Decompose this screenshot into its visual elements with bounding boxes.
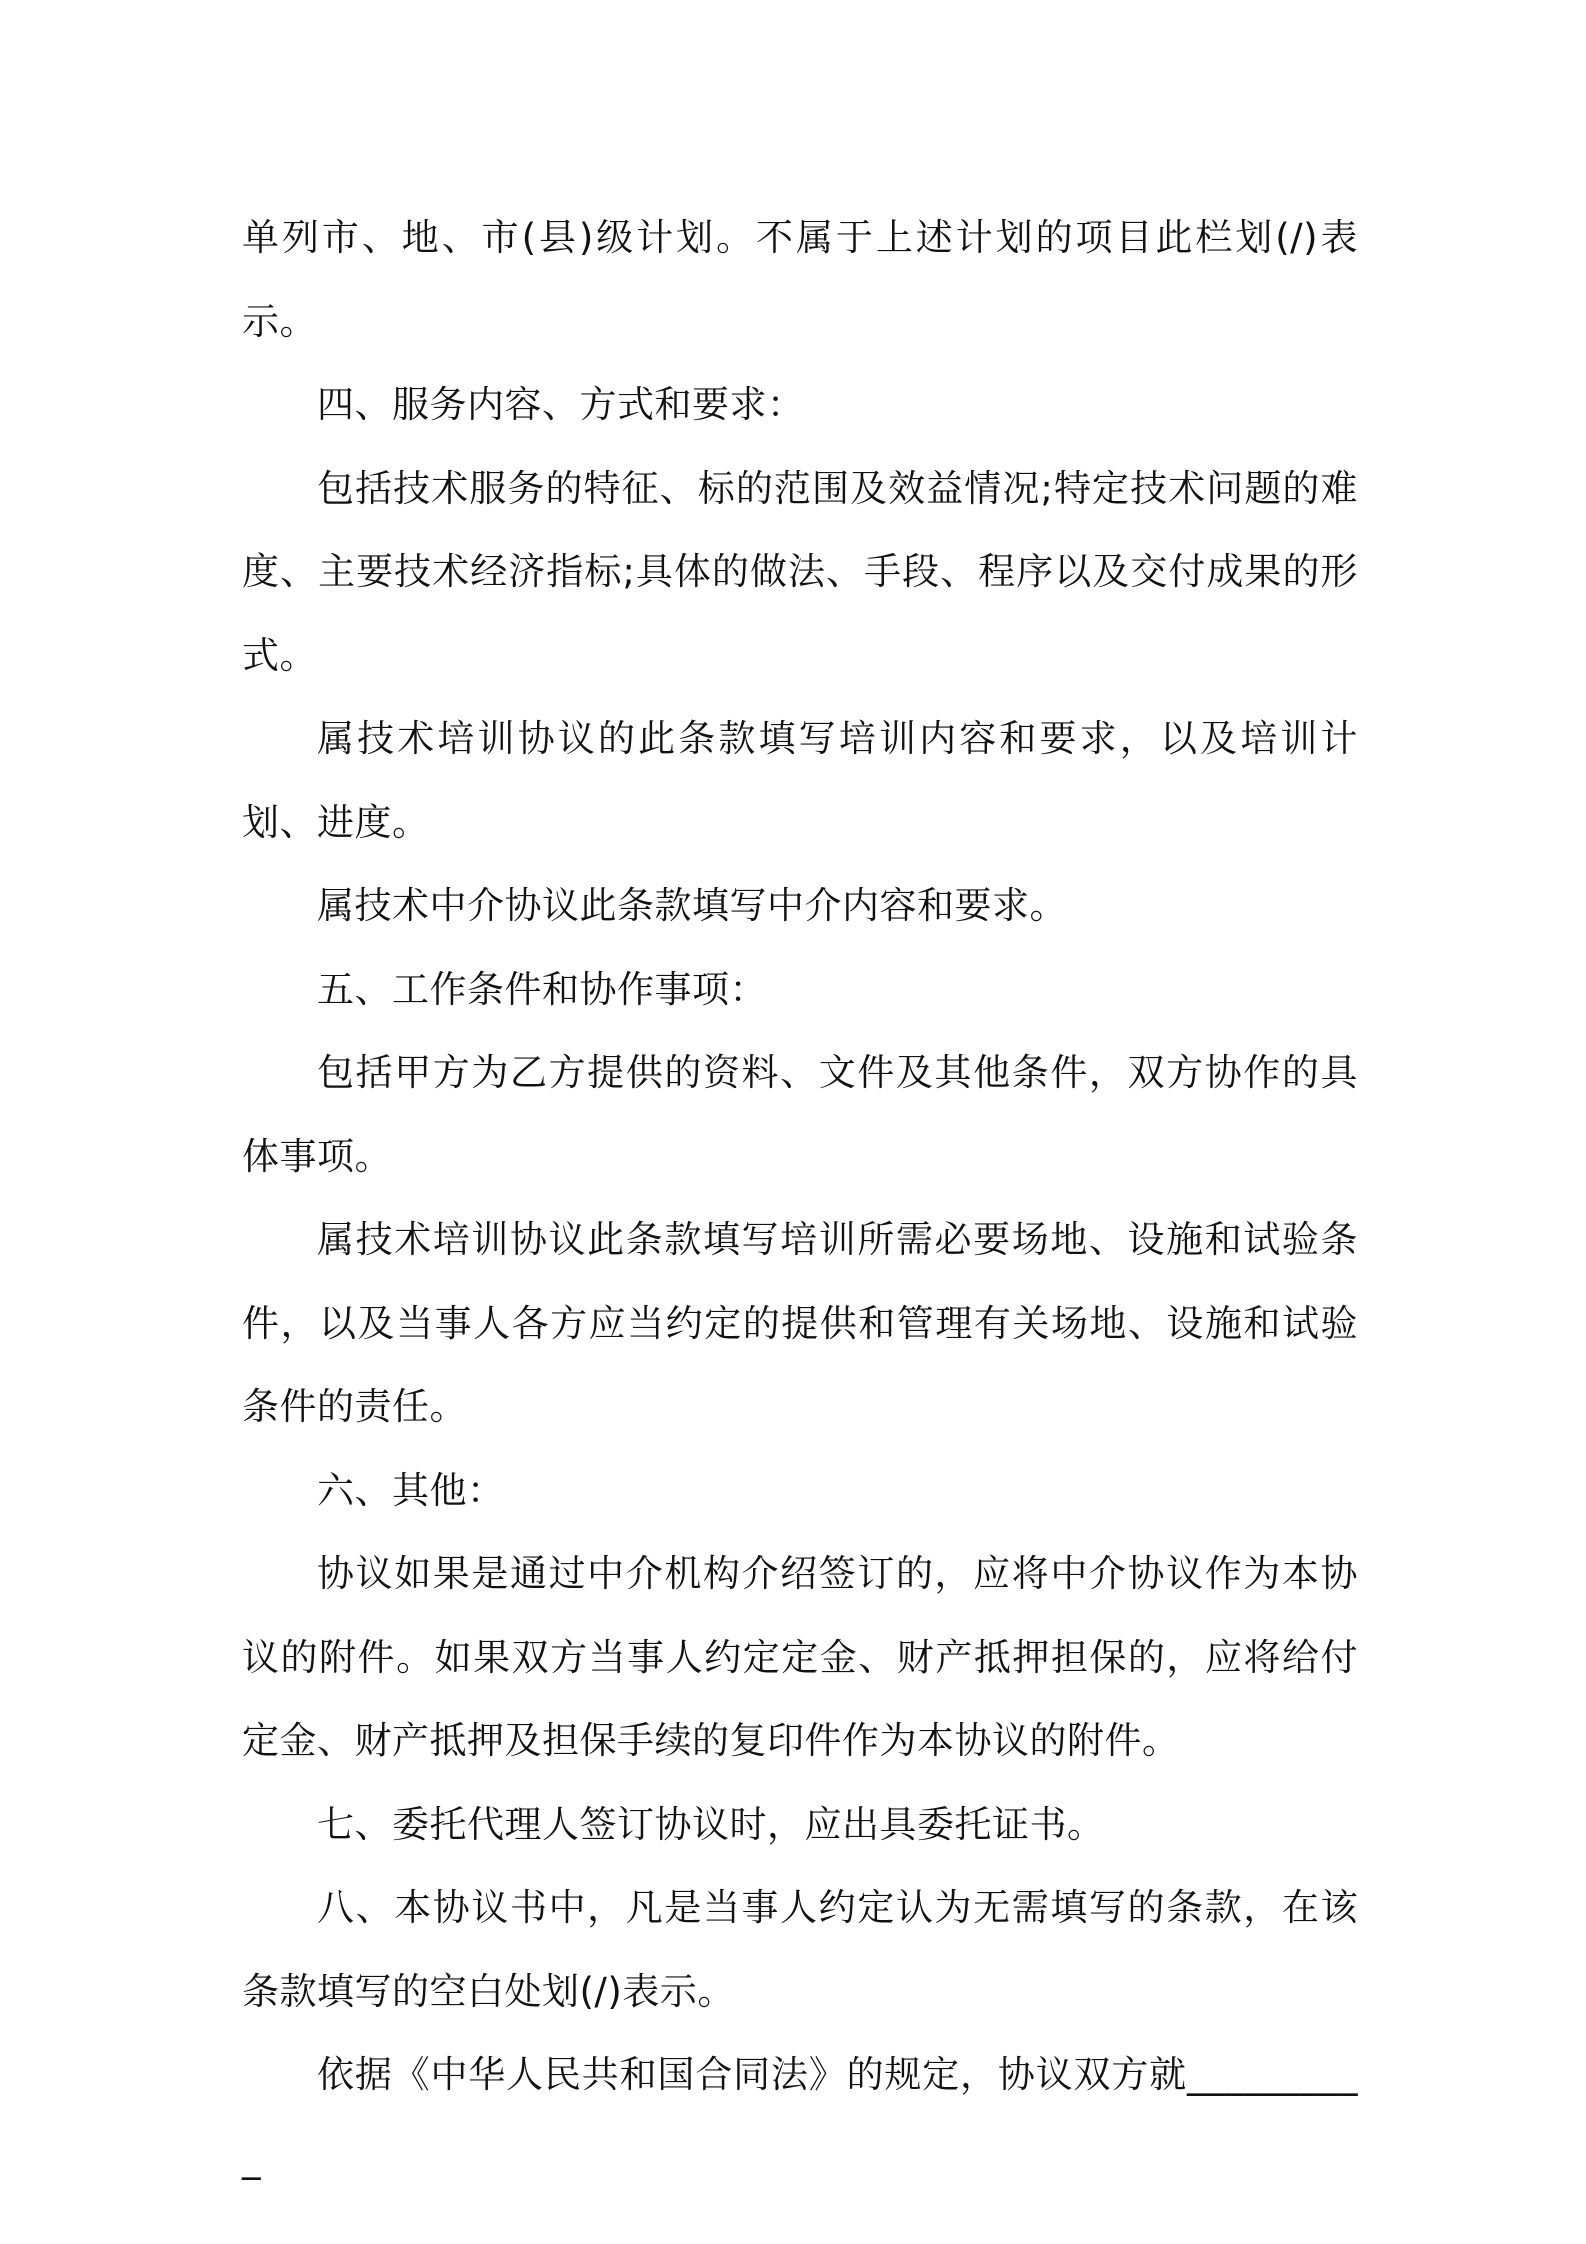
paragraph-blank-clauses: 八、本协议书中，凡是当事人约定认为无需填写的条款，在该条款填写的空白处划(/)表示。: [242, 1886, 1358, 2013]
section-heading-other: 六、其他：: [317, 1468, 505, 1512]
paragraph-training-facilities: 属技术培训协议此条款填写培训所需必要场地、设施和试验条件，以及当事人各方应当约定的提供和管理有关场地、设施和试验条件的责任。: [242, 1218, 1358, 1428]
section-heading-work-conditions: 五、工作条件和协作事项：: [317, 967, 767, 1011]
paragraph-service-content: 包括技术服务的特征、标的范围及效益情况;特定技术问题的难度、主要技术经济指标;具体的做法、手段、程序以及交付成果的形式。: [242, 466, 1358, 677]
paragraph-training-content: 属技术培训协议的此条款填写培训内容和要求，以及培训计划、进度。: [242, 717, 1358, 844]
paragraph-attachments: 协议如果是通过中介机构介绍签订的，应将中介协议作为本协议的附件。如果双方当事人约定定金、财产抵押担保的，应将给付定金、财产抵押及担保手续的复印件作为本协议的附件。: [242, 1552, 1358, 1762]
paragraph-contract-law-basis: 依据《中华人民共和国合同法》的规定，协议双方就__________: [242, 2053, 1358, 2180]
paragraph-plan-level-note: 单列市、地、市(县)级计划。不属于上述计划的项目此栏划(/)表示。: [242, 216, 1358, 343]
document-body: [242, 196, 1358, 2200]
paragraph-intermediary-content: 属技术中介协议此条款填写中介内容和要求。: [317, 884, 1067, 927]
section-heading-service-content: 四、服务内容、方式和要求：: [317, 383, 805, 426]
paragraph-work-conditions: 包括甲方为乙方提供的资料、文件及其他条件，双方协作的具体事项。: [242, 1051, 1358, 1178]
paragraph-agent-signing: 七、委托代理人签订协议时，应出具委托证书。: [317, 1802, 1105, 1846]
